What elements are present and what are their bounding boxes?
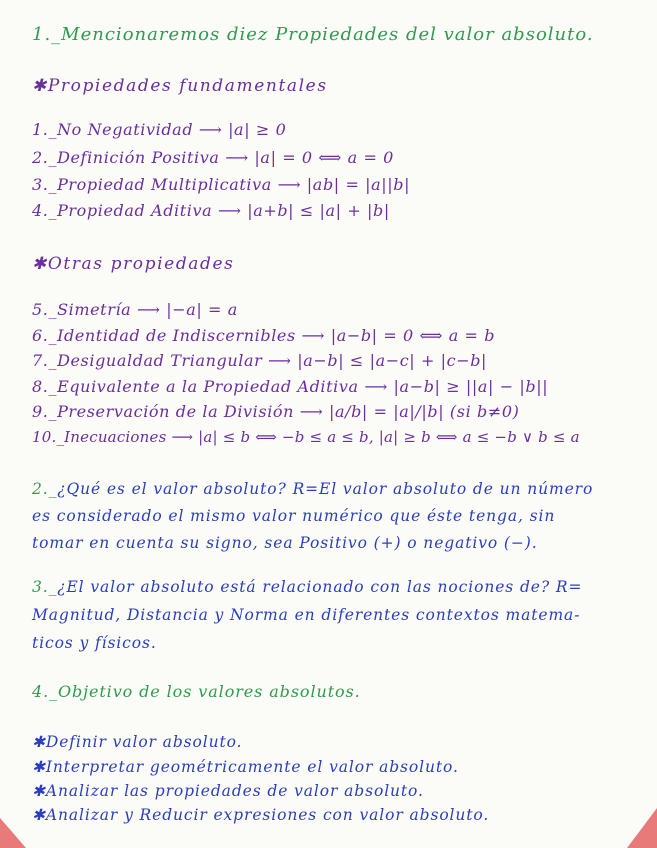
question-3-answer-line-2: ticos y físicos. (32, 634, 157, 652)
objective-3: ✱Analizar las propiedades de valor absoluto. (32, 782, 424, 800)
property-3: 3._Propiedad Multiplicativa ⟶ |ab| = |a||b| (32, 175, 411, 194)
question-3-number: 3._ (32, 578, 58, 596)
property-4: 4._Propiedad Aditiva ⟶ |a+b| ≤ |a| + |b| (32, 201, 390, 220)
property-8: 8._Equivalente a la Propiedad Aditiva ⟶ |a−b| ≥ ||a| − |b|| (32, 377, 549, 396)
property-10: 10._Inecuaciones ⟶ |a| ≤ b ⟺ −b ≤ a ≤ b, |a| ≥ b ⟺ a ≤ −b ∨ b ≤ a (32, 428, 580, 446)
objective-1: ✱Definir valor absoluto. (32, 733, 243, 751)
section-title-fundamentales: ✱Propiedades fundamentales (32, 76, 328, 96)
question-4-text: 4._Objetivo de los valores absolutos. (32, 682, 361, 701)
question-2-line (32, 480, 593, 498)
question-2-text: ¿Qué es el valor absoluto? (57, 480, 287, 498)
question-2-answer-line-1: es considerado el mismo valor numérico que éste tenga, sin (32, 507, 556, 525)
objective-2: ✱Interpretar geométricamente el valor absoluto. (32, 758, 459, 776)
question-1: 1._Mencionaremos diez Propiedades del valor absoluto. (32, 24, 594, 45)
section-title-otras: ✱Otras propiedades (32, 254, 235, 274)
question-4 (32, 682, 361, 701)
property-5: 5._Simetría ⟶ |−a| = a (32, 300, 238, 319)
question-3-line (32, 578, 582, 596)
property-6: 6._Identidad de Indiscernibles ⟶ |a−b| = 0 ⟺ a = b (32, 326, 496, 345)
property-7: 7._Desigualdad Triangular ⟶ |a−b| ≤ |a−c| + |c−b| (32, 351, 488, 370)
page-corner-right (627, 808, 657, 848)
objective-4: ✱Analizar y Reducir expresiones con valor absoluto. (32, 806, 490, 824)
question-2-answer-start: R=El valor absoluto de un número (292, 480, 594, 498)
question-2-number: 2._ (32, 480, 58, 498)
page-corner-left (0, 818, 26, 848)
property-9: 9._Preservación de la División ⟶ |a/b| = |a|/|b| (si b≠0) (32, 402, 520, 421)
question-3-text: ¿El valor absoluto está relacionado con las nociones de? (57, 578, 551, 596)
property-1: 1._No Negatividad ⟶ |a| ≥ 0 (32, 120, 287, 139)
question-3-answer-line-1: Magnitud, Distancia y Norma en diferentes contextos matema- (32, 606, 581, 624)
question-2-answer-line-2: tomar en cuenta su signo, sea Positivo (+) o negativo (−). (32, 534, 538, 552)
question-3-answer-start: R= (555, 578, 583, 596)
property-2: 2._Definición Positiva ⟶ |a| = 0 ⟺ a = 0 (32, 148, 394, 167)
